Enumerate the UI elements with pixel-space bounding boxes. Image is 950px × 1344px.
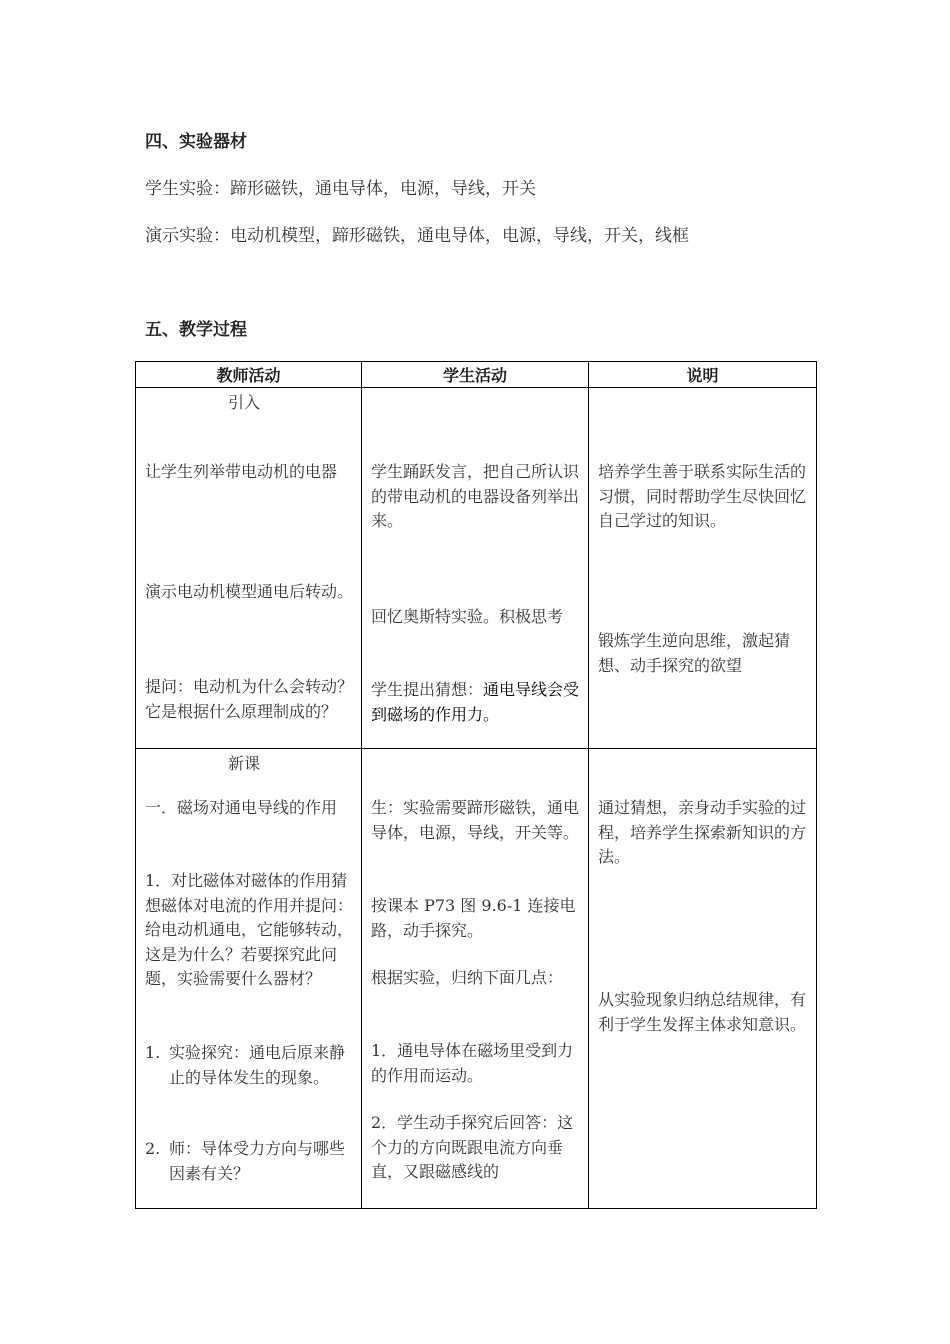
section-5-heading: 五、教学过程 (145, 320, 247, 340)
intro-student-cell (362, 388, 589, 749)
table-row-new-lesson (136, 749, 817, 1209)
teaching-process-table (135, 361, 817, 1209)
item-number: 1. (145, 1043, 161, 1062)
intro-note-item: 锻炼学生逆向思维，激起猜想、动手探究的欲望 (598, 631, 791, 675)
new-teacher-item: 1．对比磁体对磁体的作用猜想磁体对电流的作用并提问：给电动机通电，它能够转动，这是为什么？若要探究此问题，实验需要什么器材？ (145, 871, 354, 988)
new-lesson-label: 新课 (228, 754, 261, 773)
intro-student-guess-label: 学生提出猜想： (371, 680, 484, 699)
intro-student-item: 回忆奥斯特实验。积极思考 (371, 607, 564, 626)
new-student-item: 1．通电导体在磁场里受到力的作用而运动。 (371, 1041, 574, 1085)
intro-teacher-item: 演示电动机模型通电后转动。 (145, 582, 354, 601)
header-student-activity: 学生活动 (362, 362, 589, 388)
table-row-intro (136, 388, 817, 749)
intro-teacher-cell (136, 388, 362, 749)
new-teacher-item: 一．磁场对通电导线的作用 (145, 798, 338, 817)
new-teacher-numbered-item (145, 1137, 355, 1186)
intro-note-cell (589, 388, 817, 749)
intro-student-item: 学生踊跃发言，把自己所认识的带电动机的电器设备列举出来。 (371, 462, 580, 530)
demo-experiment-text: 演示实验：电动机模型，蹄形磁铁，通电导体，电源，导线，开关，线框 (145, 226, 689, 246)
intro-student-item (371, 678, 582, 727)
intro-teacher-item: 让学生列举带电动机的电器 (145, 462, 338, 481)
new-student-item: 2．学生动手探究后回答：这个力的方向既跟电流方向垂直，又跟磁感线的 (371, 1113, 574, 1181)
item-text: 师：导体受力方向与哪些因素有关？ (169, 1139, 346, 1183)
header-notes: 说明 (589, 362, 817, 388)
section-4-heading: 四、实验器材 (145, 132, 247, 152)
item-number: 2. (145, 1139, 161, 1158)
intro-note-item: 培养学生善于联系实际生活的习惯，同时帮助学生尽快回忆自己学过的知识。 (598, 462, 807, 530)
new-note-item: 从实验现象归纳总结规律，有利于学生发挥主体求知意识。 (598, 990, 807, 1034)
intro-student-guess: 通电导线会受到磁场的作用力。 (371, 680, 580, 724)
new-teacher-numbered-item (145, 1041, 355, 1090)
new-student-cell (362, 749, 589, 1209)
new-student-item: 生：实验需要蹄形磁铁，通电导体，电源，导线，开关等。 (371, 798, 580, 842)
intro-teacher-item: 提问：电动机为什么会转动？它是根据什么原理制成的？ (145, 677, 354, 721)
student-experiment-text: 学生实验：蹄形磁铁，通电导体，电源，导线，开关 (145, 179, 536, 199)
new-note-cell (589, 749, 817, 1209)
intro-label: 引入 (228, 393, 261, 412)
new-teacher-cell (136, 749, 362, 1209)
header-teacher-activity: 教师活动 (136, 362, 362, 388)
new-student-item: 按课本 P73 图 9.6-1 连接电路，动手探究。 (371, 896, 576, 940)
item-text: 实验探究：通电后原来静止的导体发生的现象。 (169, 1043, 346, 1087)
new-note-item: 通过猜想，亲身动手实验的过程，培养学生探索新知识的方法。 (598, 798, 807, 866)
table-header-row (136, 362, 817, 388)
new-student-item: 根据实验，归纳下面几点： (371, 968, 564, 987)
